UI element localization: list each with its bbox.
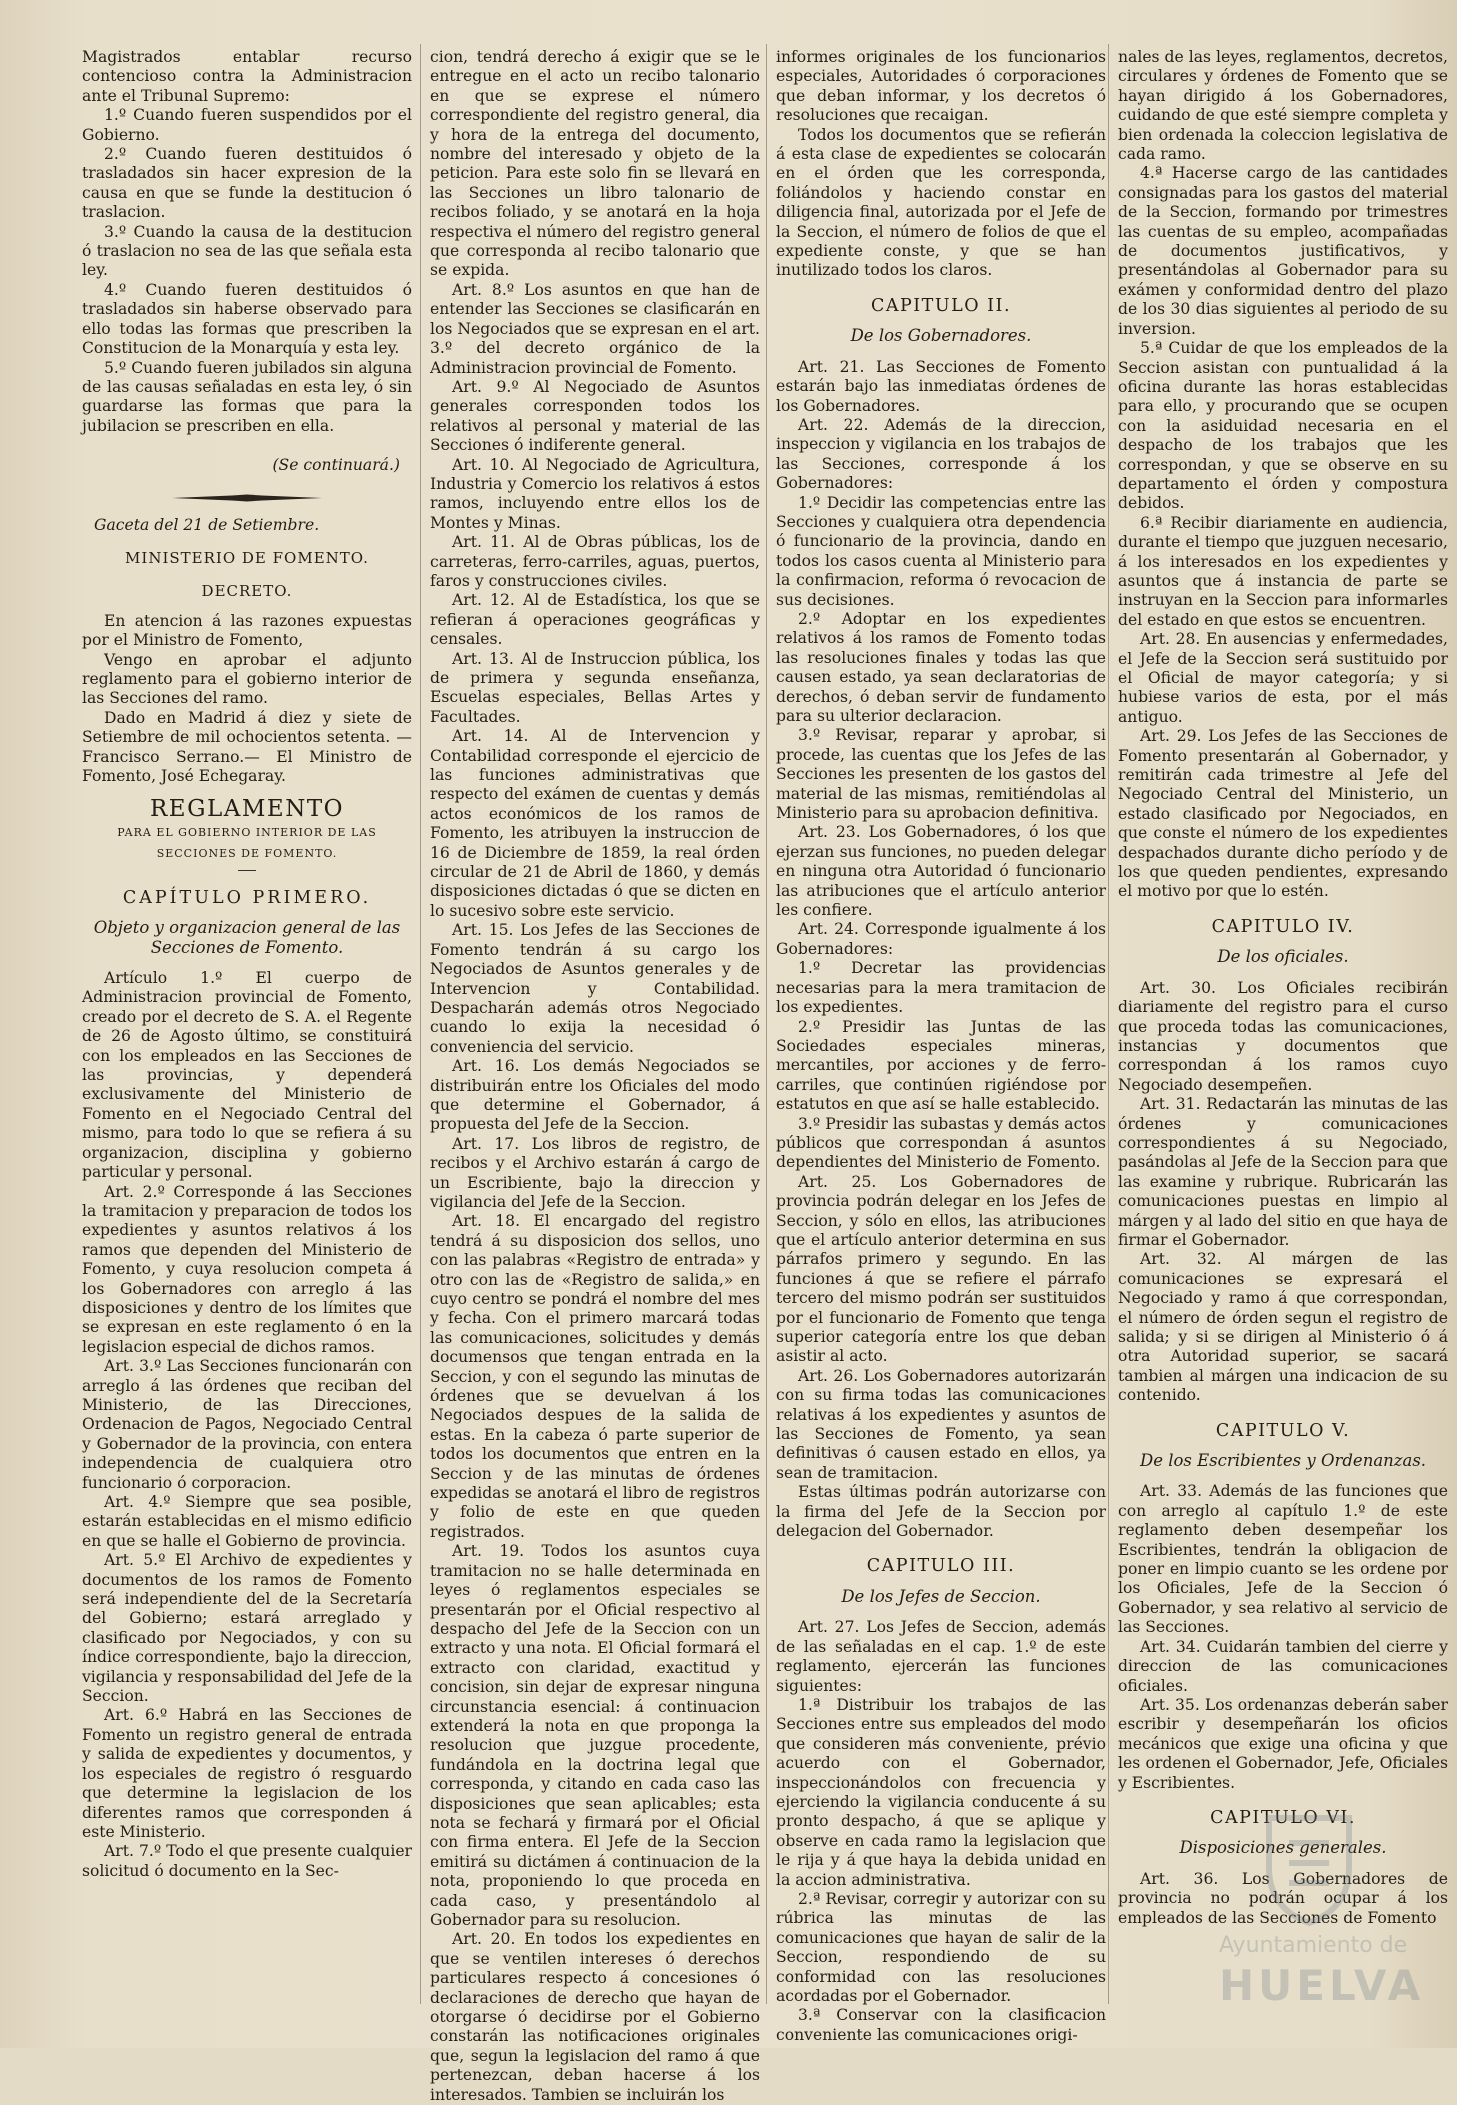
article: Art. 19. Todos los asuntos cuya tramitacion no se halle determinada en leyes ó reglamentos especiales se presentarán por el Oficial respectivo al despacho del Jefe de la Seccion con un extracto y una nota. El Oficial formará el extracto con claridad, exactitud y concision, sin dejar de expresar ninguna circunstancia esencial: á continuacion extenderá la nota en que proponga la resolucion que juzgue procedente, fundándola en la doctrina legal que corresponda, y citando en cada caso las disposiciones que sean aplicables; esta nota se fechará y firmará por el Oficial con firma entera. El Jefe de la Seccion emitirá su dictámen á continuacion de la nota, proponiendo lo que proceda en cada caso, y presentándolo al Gobernador para su resolucion. [430, 1542, 760, 1929]
article: Art. 24. Corresponde igualmente á los Gobernadores: [776, 920, 1106, 958]
article-item: 1.º Decretar las providencias necesarias para la mera tramitacion de los expedientes. [776, 959, 1106, 1017]
article: Art. 28. En ausencias y enfermedades, el Jefe de la Seccion será sustituido por el Oficial de mayor categoría; y si hubiese varios de esta, por el más antiguo. [1118, 630, 1448, 726]
signature-paragraph: Dado en Madrid á diez y siete de Setiembre de mil ochocientos setenta. —Francisco Serrano.— El Ministro de Fomento, José Echegaray. [82, 708, 412, 785]
article: Art. 2.º Corresponde á las Secciones la tramitacion y preparacion de todos los expedientes y asuntos relativos á los ramos que dependen del Ministerio de Fomento, y cuya resolucion competa á los Gobernadores con arreglo á las disposiciones y dentro de los límites que se expresan en este reglamento ó en la legislacion especial de dichos ramos. [82, 1182, 412, 1356]
column-2 [430, 48, 760, 2105]
archive-watermark [1189, 1808, 1425, 2018]
article: Art. 11. Al de Obras públicas, los de carreteras, ferro-carriles, aguas, puertos, faros y construcciones civiles. [430, 533, 760, 590]
article-item: 2.ª Revisar, corregir y autorizar con su rúbrica las minutas de las comunicaciones que hayan de salir de la Seccion, respondiendo de su conformidad con las resoluciones acordadas por el Gobernador. [776, 1889, 1106, 2005]
chapter-heading: CAPITULO IV. [1211, 916, 1355, 937]
article: Art. 32. Al márgen de las comunicaciones se expresará el Negociado y ramo á que correspondan, el número de órden segun el registro de salida; y si se dirigen al Ministerio ó á otra Autoridad superior, se sacará tambien al márgen una indicacion de su contenido. [1118, 1250, 1448, 1405]
article: Art. 12. Al de Estadística, los que se refieran á operaciones geográficas y censales. [430, 591, 760, 649]
chapter-heading: CAPITULO V. [1215, 1420, 1351, 1441]
article: Art. 31. Redactarán las minutas de las órdenes y comunicaciones correspondientes á su Negociado, pasándolas al Jefe de la Seccion para que las examine y rubrique. Rubricarán las comunicaciones puestas en limpio al márgen y al lado del sitio en que haya de firmar el Gobernador. [1118, 1095, 1448, 1249]
chapter-subtitle: Disposiciones generales. [1179, 1838, 1387, 1858]
regulation-subtitle: PARA EL GOBIERNO INTERIOR DE LAS [117, 825, 377, 839]
article: Art. 29. Los Jefes de las Secciones de Fomento presentarán al Gobernador, y remitirán cada trimestre al Jefe del Negociado Central del Ministerio, un estado clasificado por Negociados, en que conste el número de los expedientes despachados durante dicho período y de los que queden pendientes, expresando el motivo por que lo estén. [1118, 727, 1448, 901]
paragraph: Magistrados entablar recurso contencioso contra la Administracion ante el Tribunal Supremo: [82, 48, 412, 105]
article: Art. 3.º Las Secciones funcionarán con arreglo á las órdenes que reciban del Ministerio, de las Direcciones, Ordenacion de Pagos, Negociado Central y Gobernador de la provincia, con entera independencia de cualquiera otro funcionario ó corporacion. [82, 1357, 412, 1492]
paragraph: nales de las leyes, reglamentos, decretos, circulares y órdenes de Fomento que se hayan dirigido á los Gobernadores, cuidando de que esté siempre completa y bien ordenada la coleccion legislativa de cada ramo. [1118, 48, 1448, 164]
chapter-heading: CAPITULO III. [866, 1556, 1016, 1577]
article: Art. 35. Los ordenanzas deberán saber escribir y desempeñarán los oficios mecánicos que exige una oficina y que les ordenen el Gobernador, Jefe, Oficiales y Escribientes. [1118, 1695, 1448, 1792]
article: Art. 27. Los Jefes de Seccion, además de las señaladas en el cap. 1.º de este reglamento, ejercerán las funciones siguientes: [776, 1618, 1106, 1695]
article-item: 2.º Presidir las Juntas de las Sociedades especiales mineras, mercantiles, por acciones y de ferro-carriles, que continúen rigiéndose por estatutos en que así se halle establecido. [776, 1017, 1106, 1114]
watermark-line-1: Ayuntamiento de [1219, 1933, 1408, 1958]
article: Art. 6.º Habrá en las Secciones de Fomento un registro general de entrada y salida de expedientes y documentos, y los especiales de registro ó resguardo que determine la legislacion de los diferentes ramos que corresponden á este Ministerio. [82, 1706, 412, 1841]
column-divider [766, 44, 767, 2004]
article-item: 5.ª Cuidar de que los empleados de la Seccion asistan con puntualidad á la oficina durante las horas establecidas para ello, y procurando que se ocupen con la asiduidad necesaria en el despacho de los trabajos que les correspondan, y que se observe en su departamento el órden y compostura debidos. [1118, 339, 1448, 513]
article: Art. 5.º El Archivo de expedientes y documentos de los ramos de Fomento será independiente del de la Secretaría del Gobierno; estará arreglado y clasificado por Negociados, y con su índice correspondiente, bajo la direccion, vigilancia y responsabilidad del Jefe de la Seccion. [82, 1551, 412, 1706]
paragraph: 4.º Cuando fueren destituidos ó trasladados sin haberse observado para ello todas las formas que prescriben la Constitucion de la Monarquía y esta ley. [82, 280, 412, 358]
article: Art. 7.º Todo el que presente cualquier solicitud ó documento en la Sec- [82, 1842, 412, 1880]
continuation-note: (Se continuará.) [272, 456, 400, 475]
article-item: 6.ª Recibir diariamente en audiencia, durante el tiempo que juzguen necesario, á los interesados en los expedientes y asuntos que á instancia de parte se instruyan en la Seccion para informarles del estado en que estos se encuentren. [1118, 513, 1448, 629]
article: Artículo 1.º El cuerpo de Administracion provincial de Fomento, creado por el decreto de S. A. el Regente de 26 de Agosto último, se constituirá con los empleados en las Secciones de las provincias, y dependerá exclusivamente del Ministerio de Fomento en el Negociado Central del mismo, para todo lo que se refiera á su organizacion, disciplina y gobierno particular y personal. [82, 969, 412, 1182]
paragraph: 3.º Cuando la causa de la destitucion ó traslacion no sea de las que señala esta ley. [82, 222, 412, 280]
ornament-rule [172, 494, 322, 502]
paragraph: 5.º Cuando fueren jubilados sin alguna de las causas señaladas en esta ley, ó sin guardarse las formas que para la jubilacion se prescriben en ella. [82, 358, 412, 435]
paragraph: 1.º Cuando fueren suspendidos por el Gobierno. [82, 106, 412, 144]
article-item: 1.ª Distribuir los trabajos de las Secciones entre sus empleados del modo que consideren más conveniente, prévio acuerdo con el Gobernador, inspeccionándolos con frecuencia y ejerciendo la vigilancia conducente á su pronto despacho, á que se aplique y observe en cada ramo la legislacion que le rija y á que haya la debida unidad en la accion administrativa. [776, 1695, 1106, 1889]
chapter-subtitle: De los Gobernadores. [850, 326, 1032, 346]
article: Art. 34. Cuidarán tambien del cierre y direccion de las comunicaciones oficiales. [1118, 1637, 1448, 1695]
article: Art. 10. Al Negociado de Agricultura, Industria y Comercio los relativos á estos ramos, incluyendo entre ellos los de Montes y Minas. [430, 455, 760, 532]
regulation-subtitle: SECCIONES DE FOMENTO. [156, 846, 338, 860]
article: Art. 33. Además de las funciones que con arreglo al capítulo 1.º de este reglamento deben desempeñar los Escribientes, tendrán la obligacion de poner en limpio cuanto se les ordene por los Oficiales, Jefe de la Seccion ó Gobernador, y sea relativo al servicio de las Secciones. [1118, 1482, 1448, 1637]
ministry-heading: MINISTERIO DE FOMENTO. [125, 548, 369, 567]
paragraph: En atencion á las razones expuestas por el Ministro de Fomento, [82, 611, 412, 650]
chapter-subtitle: Objeto y organizacion general de las Secciones de Fomento. [93, 918, 401, 957]
article: Art. 26. Los Gobernadores autorizarán con su firma todas las comunicaciones relativas á los expedientes y asuntos de las Secciones de Fomento, ya sean definitivas ó causen estado en ellos, ya sean de tramitacion. [776, 1366, 1106, 1482]
article: Art. 15. Los Jefes de las Secciones de Fomento tendrán á su cargo los Negociados de Asuntos generales y de Intervencion y Contabilidad. Despacharán además otros Negociado cuando lo exija la necesidad ó conveniencia del servicio. [430, 921, 760, 1056]
coat-of-arms-icon [1249, 1808, 1369, 1928]
paragraph: Estas últimas podrán autorizarse con la firma del Jefe de la Seccion por delegacion del Gobernador. [776, 1483, 1106, 1541]
article: Art. 21. Las Secciones de Fomento estarán bajo las inmediatas órdenes de los Gobernadores. [776, 357, 1106, 415]
column-4 [1118, 48, 1448, 1928]
article: Art. 17. Los libros de registro, de recibos y el Archivo estarán á cargo de un Escribiente, bajo la direccion y vigilancia del Jefe de la Seccion. [430, 1134, 760, 1211]
chapter-subtitle: De los Jefes de Seccion. [841, 1586, 1041, 1606]
article-item: 4.ª Hacerse cargo de las cantidades consignadas para los gastos del material de la Seccion, formando por trimestres las cuentas de su empleo, acompañadas de documentos justificativos, y presentándolas al Gobernador para su exámen y conformidad dentro del plazo de los 30 dias siguientes al periodo de su inversion. [1118, 164, 1448, 338]
article: Art. 22. Además de la direccion, inspeccion y vigilancia en los trabajos de las Secciones, corresponde á los Gobernadores: [776, 415, 1106, 493]
article: Art. 9.º Al Negociado de Asuntos generales corresponden todos los relativos al personal y material de las Secciones ó indiferente general. [430, 377, 760, 455]
chapter-heading: CAPITULO II. [870, 295, 1012, 316]
article-item: 3.º Revisar, reparar y aprobar, si procede, las cuentas que los Jefes de las Secciones les presenten de los gastos del material de las mismas, remitiéndolas al Ministerio para su aprobacion definitiva. [776, 726, 1106, 823]
article: Art. 16. Los demás Negociados se distribuirán entre los Oficiales del modo que determine el Gobernador, á propuesta del Jefe de la Seccion. [430, 1057, 760, 1134]
article: Art. 23. Los Gobernadores, ó los que ejerzan sus funciones, no pueden delegar en ninguna otra Autoridad ó funcionario las atribuciones que el artículo anterior les confiere. [776, 823, 1106, 920]
column-3 [776, 48, 1106, 2045]
article: Art. 30. Los Oficiales recibirán diariamente del registro para el curso que proceda todas las comunicaciones, instancias y documentos que correspondan á los ramos cuyo Negociado desempeñen. [1118, 978, 1448, 1094]
paragraph: Vengo en aprobar el adjunto reglamento para el gobierno interior de las Secciones del ramo. [82, 650, 412, 708]
article: Art. 8.º Los asuntos en que han de entender las Secciones se clasificarán en los Negociados que se expresan en el art. 3.º del decreto orgánico de la Administracion provincial de Fomento. [430, 280, 760, 377]
divider [238, 870, 256, 871]
column-divider [1108, 44, 1109, 2004]
decree-heading: DECRETO. [201, 582, 293, 601]
article: Art. 18. El encargado del registro tendrá á su disposicion dos sellos, uno con las palabras «Registro de entrada» y otro con las de «Registro de salida,» en cuyo centro se pondrá el nombre del mes y fecha. Con el primero marcará todas las comunicaciones, solicitudes y demás documensos que tengan entrada en la Seccion, y con el segundo las minutas de órdenes que se devuelvan á los Negociados despues de la salida de estas. En la cabeza ó parte superior de todos los documentos que entren en la Seccion y de las minutas de órdenes expedidas se anotará el libro de registros y folio de este en que queden registrados. [430, 1212, 760, 1541]
paragraph: Todos los documentos que se refierán á esta clase de expedientes se colocarán en el órden que les corresponda, foliándolos y haciendo constar en diligencia final, autorizada por el Jefe de la Seccion, el número de folios de que el expediente conste, y que se han inutilizado todos los claros. [776, 125, 1106, 280]
paragraph: informes originales de los funcionarios especiales, Autoridades ó corporaciones que deban informar, y los decretos ó resoluciones que recaigan. [776, 48, 1106, 125]
paragraph: 2.º Cuando fueren destituidos ó trasladados sin hacer expresion de la causa en que se funde la destitucion ó traslacion. [82, 145, 412, 222]
article: Art. 36. Los Gobernadores de provincia no podrán ocupar á los empleados de las Secciones de Fomento [1118, 1869, 1448, 1927]
article: Art. 4.º Siempre que sea posible, estarán establecidas en el mismo edificio en que se halle el Gobierno de provincia. [82, 1493, 412, 1550]
chapter-subtitle: De los oficiales. [1217, 947, 1349, 967]
article: Art. 14. Al de Intervencion y Contabilidad corresponde el ejercicio de las funciones administrativas que respecto del exámen de cuentas y demás actos económicos de los ramos de Fomento, les atribuyen la instruccion de 16 de Diciembre de 1859, la real órden circular de 21 de Abril de 1860, y demás disposiciones dictadas ó que se dicten en lo sucesivo sobre este servicio. [430, 727, 760, 920]
chapter-heading: CAPÍTULO PRIMERO. [122, 887, 372, 908]
article-item: 2.º Adoptar en los expedientes relativos á los ramos de Fomento todas las resoluciones finales y todas las que causen estado, ya sean declaratorias de derechos, ó deban servir de fundamento para su ulterior declaracion. [776, 609, 1106, 725]
regulation-title: REGLAMENTO [149, 796, 345, 823]
article-item: 3.ª Conservar con la clasificacion conveniente las comunicaciones origi- [776, 2006, 1106, 2044]
article: Art. 20. En todos los expedientes en que se ventilen intereses ó derechos particulares respecto á concesiones ó declaraciones de derecho que hayan de otorgarse ó decidirse por el Gobierno constarán las notificaciones originales que, segun la legislacion del ramo á que pertenezcan, deban hacerse á los interesados. Tambien se incluirán los [430, 1930, 760, 2104]
column-1 [82, 48, 412, 1881]
watermark-line-2: HUELVA [1219, 1961, 1425, 2010]
chapter-subtitle: De los Escribientes y Ordenanzas. [1139, 1451, 1427, 1471]
article: Art. 25. Los Gobernadores de provincia podrán delegar en los Jefes de Seccion, y sólo en ellos, las atribuciones que el artículo anterior determina en sus párrafos primero y segundo. En las funciones á que se refiere el párrafo tercero del mismo podrán ser sustituidos por el funcionario de Fomento que tenga superior categoría entre los que deban asistir al acto. [776, 1172, 1106, 1366]
article-item: 3.º Presidir las subastas y demás actos públicos que correspondan á asuntos dependientes del Ministerio de Fomento. [776, 1114, 1106, 1172]
gazette-date: Gaceta del 21 de Setiembre. [94, 515, 320, 534]
paragraph: cion, tendrá derecho á exigir que se le entregue en el acto un recibo talonario en que se exprese el número correspondiente del registro general, dia y hora de la entrega del documento, nombre del interesado y objeto de la peticion. Para este solo fin se llevará en las Secciones un libro talonario de recibos foliado, y se anotará en la hoja respectiva el número del registro general que corresponda al recibo talonario que se expida. [430, 48, 760, 280]
column-divider [420, 44, 421, 2004]
chapter-heading: CAPITULO VI. [1210, 1807, 1356, 1828]
article: Art. 13. Al de Instruccion pública, los de primera y segunda enseñanza, Escuelas especiales, Bellas Artes y Facultades. [430, 649, 760, 726]
article-item: 1.º Decidir las competencias entre las Secciones y cualquiera otra dependencia ó funcionario de la provincia, dando en todos los casos cuenta al Ministerio para la confirmacion, reforma ó revocacion de sus decisiones. [776, 493, 1106, 609]
